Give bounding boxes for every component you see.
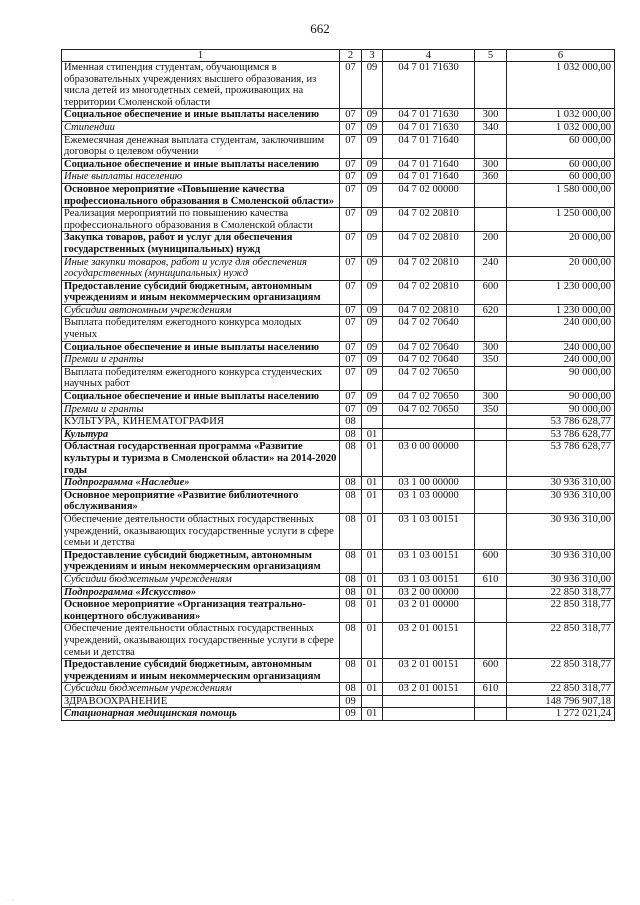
row-amount-cell: 60 000,00 [507,158,615,171]
table-row [62,659,615,683]
row-section-cell: 08 [340,659,362,683]
row-target-code-cell: 04 7 02 20810 [383,232,475,256]
row-subsection-cell: 09 [362,121,383,134]
row-section-cell: 08 [340,549,362,573]
row-subsection-cell: 01 [362,708,383,721]
table-row [62,341,615,354]
row-target-code-cell: 04 7 01 71630 [383,62,475,109]
header-cell-amount: 6 [507,50,615,62]
row-amount-cell: 148 796 907,18 [507,695,615,708]
row-expense-type-cell: 600 [475,280,507,304]
table-row [62,317,615,341]
row-target-code-cell: 03 1 03 00151 [383,549,475,573]
row-target-code-cell: 03 2 01 00151 [383,623,475,659]
row-subsection-cell: 09 [362,304,383,317]
row-expense-type-cell [475,695,507,708]
row-subsection-cell: 01 [362,489,383,513]
row-target-code-cell: 03 2 01 00151 [383,659,475,683]
row-expense-type-cell: 600 [475,549,507,573]
row-amount-cell: 22 850 318,77 [507,586,615,599]
row-name-cell: Стационарная медицинская помощь [62,708,340,721]
row-subsection-cell: 09 [362,208,383,232]
row-amount-cell: 1 580 000,00 [507,183,615,207]
row-amount-cell: 90 000,00 [507,403,615,416]
row-amount-cell: 22 850 318,77 [507,683,615,696]
row-name-cell: Основное мероприятие «Организация театрально-концертного обслуживания» [62,599,340,623]
row-amount-cell: 1 230 000,00 [507,280,615,304]
row-name-cell: Премии и гранты [62,354,340,367]
row-section-cell: 07 [340,317,362,341]
table-row [62,280,615,304]
table-row [62,489,615,513]
row-expense-type-cell: 360 [475,171,507,184]
header-cell-expense-type: 5 [475,50,507,62]
row-expense-type-cell: 610 [475,573,507,586]
row-name-cell: Подпрограмма «Наследие» [62,477,340,490]
row-target-code-cell: 04 7 02 20810 [383,208,475,232]
row-subsection-cell: 09 [362,366,383,390]
header-cell-section: 2 [340,50,362,62]
row-target-code-cell: 04 7 02 70650 [383,366,475,390]
row-expense-type-cell [475,416,507,429]
header-cell-name: 1 [62,50,340,62]
row-name-cell: Иные закупки товаров, работ и услуг для обеспечения государственных (муниципальных) нужд [62,256,340,280]
table-row [62,208,615,232]
row-name-cell: КУЛЬТУРА, КИНЕМАТОГРАФИЯ [62,416,340,429]
table-row [62,183,615,207]
row-section-cell: 08 [340,428,362,441]
row-section-cell: 07 [340,109,362,122]
row-subsection-cell: 09 [362,109,383,122]
row-target-code-cell: 04 7 01 71640 [383,171,475,184]
row-expense-type-cell: 240 [475,256,507,280]
row-section-cell: 08 [340,623,362,659]
row-section-cell: 08 [340,477,362,490]
row-target-code-cell: 04 7 02 20810 [383,280,475,304]
row-subsection-cell: 09 [362,134,383,158]
row-amount-cell: 22 850 318,77 [507,599,615,623]
row-name-cell: Иные выплаты населению [62,171,340,184]
row-section-cell: 07 [340,183,362,207]
row-section-cell: 07 [340,134,362,158]
row-expense-type-cell [475,599,507,623]
table-row [62,391,615,404]
row-subsection-cell: 01 [362,586,383,599]
row-subsection-cell: 09 [362,183,383,207]
row-name-cell: Социальное обеспечение и иные выплаты населению [62,109,340,122]
row-subsection-cell: 01 [362,659,383,683]
row-name-cell: Основное мероприятие «Повышение качества профессионального образования в Смоленской области» [62,183,340,207]
row-target-code-cell [383,708,475,721]
row-name-cell: Выплата победителям ежегодного конкурса молодых ученых [62,317,340,341]
row-expense-type-cell: 300 [475,391,507,404]
row-subsection-cell: 09 [362,232,383,256]
row-expense-type-cell: 200 [475,232,507,256]
row-amount-cell: 30 936 310,00 [507,477,615,490]
row-target-code-cell: 03 2 01 00000 [383,599,475,623]
row-amount-cell: 1 032 000,00 [507,62,615,109]
row-subsection-cell: 01 [362,623,383,659]
budget-table [61,49,615,721]
row-expense-type-cell: 610 [475,683,507,696]
row-section-cell: 07 [340,62,362,109]
row-subsection-cell: 09 [362,317,383,341]
row-target-code-cell: 04 7 02 20810 [383,256,475,280]
row-amount-cell: 1 032 000,00 [507,121,615,134]
row-target-code-cell [383,416,475,429]
row-amount-cell: 30 936 310,00 [507,513,615,549]
row-expense-type-cell: 300 [475,341,507,354]
table-row [62,304,615,317]
row-target-code-cell: 03 1 03 00151 [383,513,475,549]
row-expense-type-cell [475,317,507,341]
row-name-cell: Социальное обеспечение и иные выплаты населению [62,391,340,404]
row-subsection-cell: 09 [362,403,383,416]
row-amount-cell: 1 230 000,00 [507,304,615,317]
row-expense-type-cell: 350 [475,403,507,416]
row-section-cell: 08 [340,683,362,696]
table-row [62,708,615,721]
row-amount-cell: 30 936 310,00 [507,573,615,586]
row-name-cell: Подпрограмма «Искусство» [62,586,340,599]
row-section-cell: 08 [340,573,362,586]
table-row [62,121,615,134]
row-name-cell: Субсидии автономным учреждениям [62,304,340,317]
header-row [62,50,615,62]
row-section-cell: 07 [340,232,362,256]
row-amount-cell: 1 250 000,00 [507,208,615,232]
row-section-cell: 07 [340,354,362,367]
row-subsection-cell: 09 [362,171,383,184]
row-subsection-cell: 01 [362,549,383,573]
row-amount-cell: 30 936 310,00 [507,489,615,513]
row-target-code-cell: 04 7 01 71640 [383,158,475,171]
row-amount-cell: 30 936 310,00 [507,549,615,573]
row-section-cell: 08 [340,441,362,477]
row-amount-cell: 1 032 000,00 [507,109,615,122]
row-expense-type-cell [475,477,507,490]
row-target-code-cell: 04 7 02 70640 [383,354,475,367]
row-expense-type-cell [475,441,507,477]
row-name-cell: Субсидии бюджетным учреждениям [62,573,340,586]
header-cell-subsection: 3 [362,50,383,62]
page-number: 662 [310,21,330,36]
row-target-code-cell [383,428,475,441]
table-row [62,477,615,490]
row-amount-cell: 90 000,00 [507,366,615,390]
table-row [62,134,615,158]
table-row [62,599,615,623]
row-name-cell: Премии и гранты [62,403,340,416]
row-name-cell: Основное мероприятие «Развитие библиотечного обслуживания» [62,489,340,513]
row-expense-type-cell [475,428,507,441]
row-subsection-cell: 09 [362,391,383,404]
row-name-cell: Закупка товаров, работ и услуг для обеспечения государственных (муниципальных) нужд [62,232,340,256]
row-subsection-cell: 09 [362,256,383,280]
row-amount-cell: 20 000,00 [507,232,615,256]
row-section-cell: 07 [340,158,362,171]
row-section-cell: 08 [340,489,362,513]
table-row [62,256,615,280]
table-row [62,366,615,390]
row-name-cell: Социальное обеспечение и иные выплаты населению [62,341,340,354]
table-row [62,62,615,109]
table-row [62,441,615,477]
row-amount-cell: 22 850 318,77 [507,659,615,683]
table-row [62,232,615,256]
row-amount-cell: 90 000,00 [507,391,615,404]
row-amount-cell: 1 272 021,24 [507,708,615,721]
table-row [62,513,615,549]
row-name-cell: ЗДРАВООХРАНЕНИЕ [62,695,340,708]
row-expense-type-cell [475,366,507,390]
row-subsection-cell: 09 [362,158,383,171]
row-amount-cell: 240 000,00 [507,341,615,354]
row-expense-type-cell [475,134,507,158]
row-target-code-cell: 04 7 02 20810 [383,304,475,317]
row-section-cell: 07 [340,366,362,390]
row-section-cell: 07 [340,280,362,304]
row-amount-cell: 22 850 318,77 [507,623,615,659]
row-name-cell: Предоставление субсидий бюджетным, автономным учреждениям и иным некоммерческим организациям [62,280,340,304]
row-section-cell: 09 [340,708,362,721]
row-target-code-cell: 04 7 02 70650 [383,391,475,404]
row-subsection-cell: 09 [362,280,383,304]
row-amount-cell: 60 000,00 [507,134,615,158]
table-row [62,171,615,184]
row-section-cell: 07 [340,403,362,416]
row-subsection-cell: 09 [362,62,383,109]
row-target-code-cell: 04 7 01 71630 [383,121,475,134]
row-target-code-cell: 04 7 01 71640 [383,134,475,158]
row-section-cell: 08 [340,513,362,549]
table-row [62,109,615,122]
row-name-cell: Выплата победителям ежегодного конкурса студенческих научных работ [62,366,340,390]
row-subsection-cell [362,695,383,708]
row-expense-type-cell [475,513,507,549]
row-section-cell: 08 [340,416,362,429]
row-name-cell: Социальное обеспечение и иные выплаты населению [62,158,340,171]
row-amount-cell: 53 786 628,77 [507,428,615,441]
row-expense-type-cell: 300 [475,109,507,122]
row-amount-cell: 53 786 628,77 [507,441,615,477]
row-section-cell: 07 [340,121,362,134]
row-expense-type-cell [475,208,507,232]
row-subsection-cell: 01 [362,428,383,441]
row-amount-cell: 60 000,00 [507,171,615,184]
table-row [62,623,615,659]
table-row [62,158,615,171]
row-target-code-cell: 03 0 00 00000 [383,441,475,477]
row-target-code-cell: 04 7 01 71630 [383,109,475,122]
row-target-code-cell: 03 2 00 00000 [383,586,475,599]
row-target-code-cell: 03 1 03 00000 [383,489,475,513]
row-target-code-cell: 04 7 02 70640 [383,341,475,354]
row-section-cell: 07 [340,208,362,232]
row-section-cell: 09 [340,695,362,708]
row-section-cell: 07 [340,391,362,404]
row-subsection-cell: 01 [362,441,383,477]
table-row [62,428,615,441]
row-target-code-cell: 04 7 02 00000 [383,183,475,207]
row-amount-cell: 20 000,00 [507,256,615,280]
row-name-cell: Именная стипендия студентам, обучающимся в образовательных учреждениях высшего образования, из числа детей из многодетных семей, проживающих на территории Смоленской области [62,62,340,109]
table-row [62,416,615,429]
row-expense-type-cell: 340 [475,121,507,134]
row-name-cell: Реализация мероприятий по повышению качества профессионального образования в Смоленской области [62,208,340,232]
row-subsection-cell: 01 [362,573,383,586]
row-amount-cell: 240 000,00 [507,354,615,367]
row-subsection-cell: 01 [362,599,383,623]
row-subsection-cell: 01 [362,683,383,696]
row-expense-type-cell: 620 [475,304,507,317]
row-subsection-cell: 09 [362,341,383,354]
row-section-cell: 07 [340,341,362,354]
table-row [62,354,615,367]
row-name-cell: Стипендии [62,121,340,134]
table-body [62,50,615,721]
row-name-cell: Культура [62,428,340,441]
row-target-code-cell: 03 2 01 00151 [383,683,475,696]
row-expense-type-cell [475,623,507,659]
row-section-cell: 07 [340,171,362,184]
row-expense-type-cell: 350 [475,354,507,367]
row-target-code-cell: 03 1 00 00000 [383,477,475,490]
row-amount-cell: 53 786 628,77 [507,416,615,429]
table-row [62,683,615,696]
row-subsection-cell [362,416,383,429]
row-section-cell: 07 [340,256,362,280]
row-name-cell: Обеспечение деятельности областных государственных учреждений, оказывающих государственные услуги в сфере семьи и детства [62,623,340,659]
table-row [62,695,615,708]
row-section-cell: 08 [340,586,362,599]
table-row [62,573,615,586]
row-amount-cell: 240 000,00 [507,317,615,341]
header-cell-target-code: 4 [383,50,475,62]
row-target-code-cell: 04 7 02 70640 [383,317,475,341]
row-target-code-cell: 03 1 03 00151 [383,573,475,586]
row-name-cell: Областная государственная программа «Развитие культуры и туризма в Смоленской области» на 2014-2020 годы [62,441,340,477]
row-expense-type-cell [475,586,507,599]
row-name-cell: Субсидии бюджетным учреждениям [62,683,340,696]
row-name-cell: Предоставление субсидий бюджетным, автономным учреждениям и иным некоммерческим организациям [62,659,340,683]
row-section-cell: 07 [340,304,362,317]
row-name-cell: Предоставление субсидий бюджетным, автономным учреждениям и иным некоммерческим организациям [62,549,340,573]
row-target-code-cell [383,695,475,708]
row-expense-type-cell [475,183,507,207]
row-subsection-cell: 09 [362,354,383,367]
row-expense-type-cell: 300 [475,158,507,171]
row-name-cell: Ежемесячная денежная выплата студентам, заключившим договоры о целевом обучении [62,134,340,158]
row-target-code-cell: 04 7 02 70650 [383,403,475,416]
table-row [62,549,615,573]
row-expense-type-cell [475,62,507,109]
row-expense-type-cell: 600 [475,659,507,683]
table-row [62,586,615,599]
row-expense-type-cell [475,489,507,513]
row-name-cell: Обеспечение деятельности областных государственных учреждений, оказывающих государственные услуги в сфере семьи и детства [62,513,340,549]
binder-marks: · · · [5,898,14,904]
table-row [62,403,615,416]
row-subsection-cell: 01 [362,513,383,549]
row-subsection-cell: 01 [362,477,383,490]
row-expense-type-cell [475,708,507,721]
row-section-cell: 08 [340,599,362,623]
